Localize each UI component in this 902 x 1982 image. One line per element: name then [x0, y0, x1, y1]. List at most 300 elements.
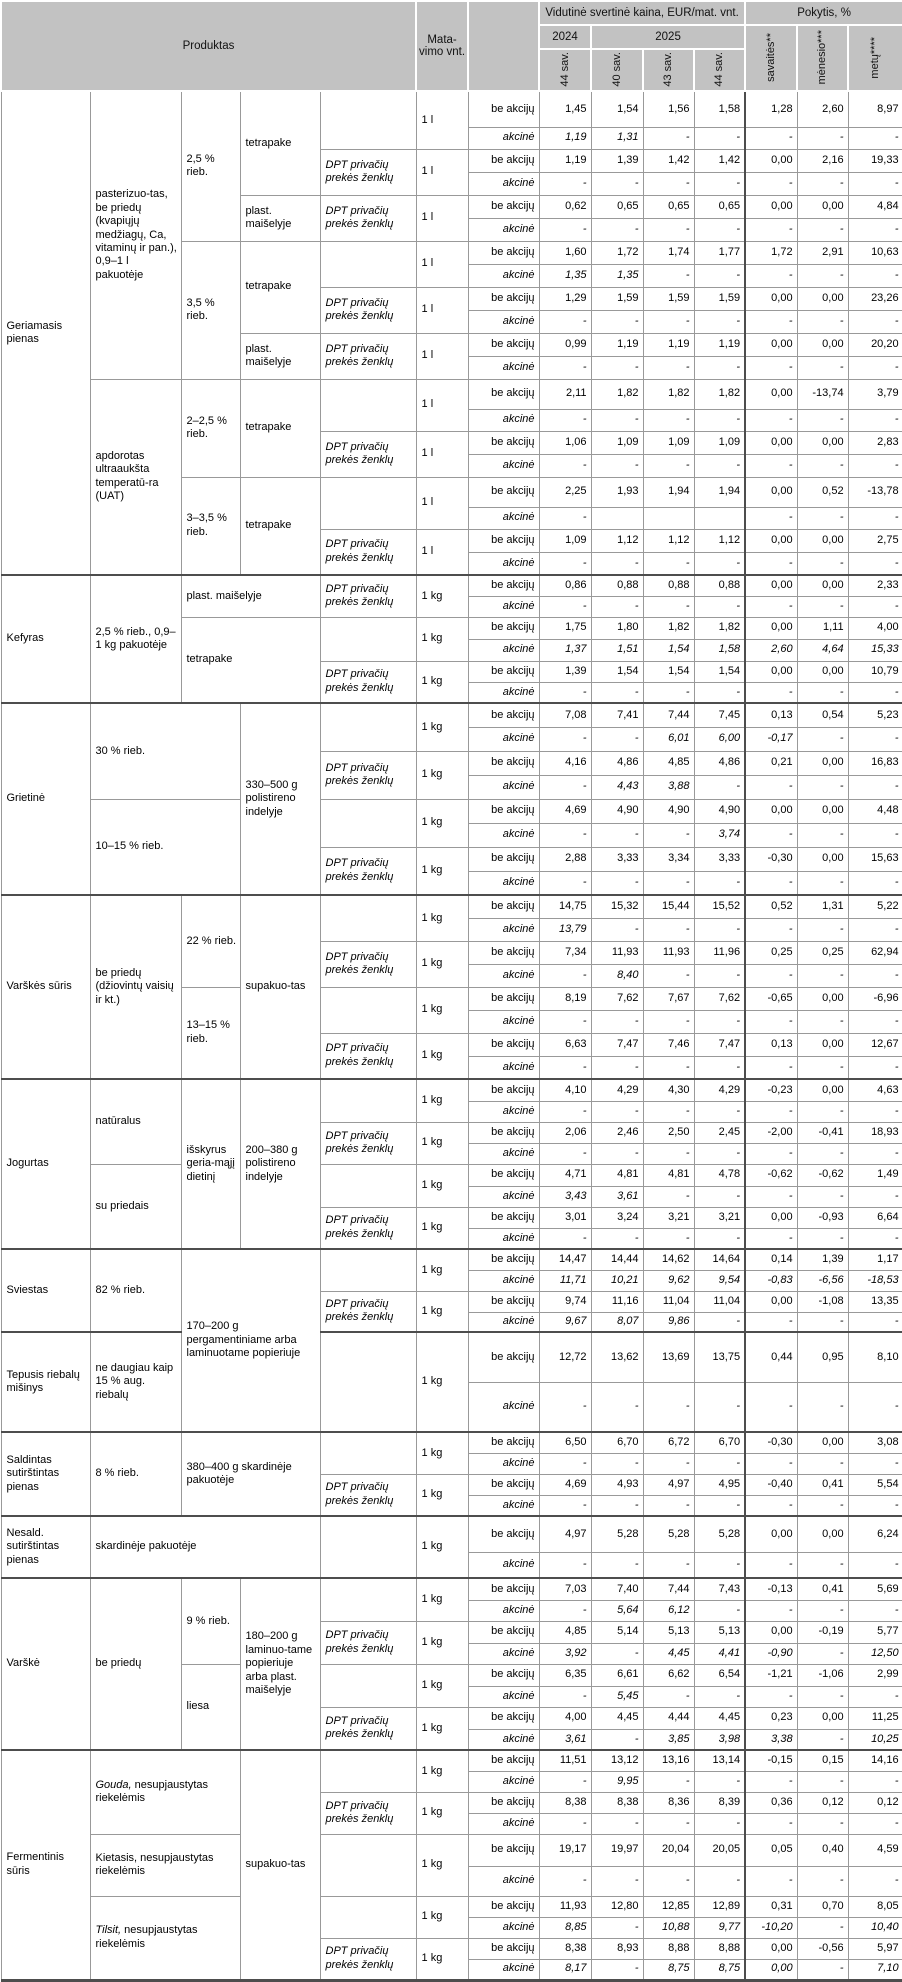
table-body: [1, 91, 902, 1980]
change-month-cell: 0,00: [797, 1516, 848, 1552]
price-type-regular-label: be akcijų: [468, 751, 539, 775]
change-week-cell: 0,00: [745, 1959, 797, 1980]
change-week-cell: -10,20: [745, 1917, 797, 1938]
price-type-promo-label: akcinė: [468, 1056, 539, 1079]
change-year-cell: -: [848, 1771, 902, 1792]
change-month-cell: -: [797, 596, 848, 617]
brand-type-cell: DPT privačių prekės ženklų: [320, 1707, 416, 1750]
change-year-cell: 2,75: [848, 529, 902, 552]
price-2025-w43-cell: 1,82: [643, 379, 694, 409]
price-2025-w40-cell: 1,31: [591, 127, 643, 149]
price-2025-w40-cell: -: [591, 218, 643, 241]
price-2025-w44-cell: 1,82: [694, 617, 745, 639]
unit-cell: 1 kg: [416, 1164, 468, 1207]
price-2024-w44-cell: -: [539, 1382, 591, 1432]
header-price-type-blank: [468, 1, 539, 91]
price-2024-w44-cell: 1,19: [539, 127, 591, 149]
price-2025-w40-cell: 7,41: [591, 703, 643, 727]
change-month-cell: -: [797, 1600, 848, 1621]
unit-cell: 1 kg: [416, 1122, 468, 1164]
description-cell: 2,5 % rieb., 0,9–1 kg pakuotėje: [90, 575, 181, 703]
header-change-week: [745, 25, 797, 91]
price-2025-w44-cell: -: [694, 1453, 745, 1474]
price-2025-w44-cell: 3,74: [694, 823, 745, 847]
price-2025-w43-cell: 1,54: [643, 639, 694, 661]
price-2025-w40-cell: 14,44: [591, 1249, 643, 1270]
price-2025-w44-cell: 12,89: [694, 1896, 745, 1917]
header-change-group: Pokytis, %: [745, 1, 902, 25]
price-2025-w43-cell: 1,12: [643, 529, 694, 552]
price-type-regular-label: be akcijų: [468, 941, 539, 964]
price-2025-w44-cell: -: [694, 356, 745, 379]
price-2025-w44-cell: -: [694, 1686, 745, 1707]
unit-cell: 1 l: [416, 241, 468, 287]
price-type-regular-label: be akcijų: [468, 529, 539, 552]
brand-type-cell: DPT privačių prekės ženklų: [320, 1122, 416, 1164]
unit-cell: 1 kg: [416, 1750, 468, 1792]
price-2024-w44-cell: 4,00: [539, 1707, 591, 1729]
description-cell: natūralus: [90, 1079, 181, 1164]
price-2025-w40-cell: -: [591, 1729, 643, 1750]
price-2024-w44-cell: 9,67: [539, 1312, 591, 1332]
price-2024-w44-cell: 1,29: [539, 287, 591, 310]
price-2025-w40-cell: 12,80: [591, 1896, 643, 1917]
change-year-cell: 12,67: [848, 1033, 902, 1056]
price-2025-w43-cell: -: [643, 1186, 694, 1207]
price-2025-w44-cell: 13,14: [694, 1750, 745, 1771]
price-2025-w40-cell: -: [591, 1228, 643, 1249]
price-2025-w40-cell: 5,45: [591, 1686, 643, 1707]
price-2025-w44-cell: -: [694, 1228, 745, 1249]
price-2025-w44-cell: 1,82: [694, 379, 745, 409]
week-label: 43 sav.: [662, 52, 675, 87]
price-type-promo-label: akcinė: [468, 1228, 539, 1249]
price-type-regular-label: be akcijų: [468, 1432, 539, 1453]
change-month-cell: 0,00: [797, 847, 848, 871]
price-2025-w44-cell: 11,04: [694, 1291, 745, 1312]
product-group-cell: Jogurtas: [1, 1079, 90, 1249]
price-2025-w40-cell: 3,61: [591, 1186, 643, 1207]
description-cell: apdorotas ultraaukšta temperatū-ra (UAT): [90, 379, 181, 575]
change-week-cell: -: [745, 596, 797, 617]
header-week-40-2025: [591, 49, 643, 91]
change-week-cell: 0,00: [745, 617, 797, 639]
change-year-cell: -: [848, 454, 902, 477]
brand-type-cell: DPT privačių prekės ženklų: [320, 1033, 416, 1079]
brand-type-cell: [320, 1079, 416, 1122]
price-2025-w43-cell: 4,97: [643, 1474, 694, 1495]
price-2025-w43-cell: 7,44: [643, 703, 694, 727]
change-year-cell: -18,53: [848, 1270, 902, 1291]
change-week-cell: 0,44: [745, 1332, 797, 1382]
change-month-cell: 0,12: [797, 1792, 848, 1813]
data-row-regular-price: [1, 1834, 902, 1866]
change-year-cell: 0,12: [848, 1792, 902, 1813]
price-2024-w44-cell: 4,69: [539, 799, 591, 823]
description-cell: skardinėje pakuotėje: [90, 1516, 320, 1578]
price-2025-w43-cell: 4,90: [643, 799, 694, 823]
packaging-cell: tetrapake: [240, 379, 320, 477]
price-type-regular-label: be akcijų: [468, 1207, 539, 1228]
change-month-cell: -: [797, 218, 848, 241]
change-week-cell: 0,13: [745, 703, 797, 727]
price-2025-w40-cell: -: [591, 871, 643, 895]
price-2024-w44-cell: 2,88: [539, 847, 591, 871]
price-2025-w44-cell: 0,88: [694, 575, 745, 596]
price-2024-w44-cell: 0,99: [539, 333, 591, 356]
price-2024-w44-cell: 0,62: [539, 195, 591, 218]
change-month-cell: 0,00: [797, 751, 848, 775]
price-2025-w40-cell: 15,32: [591, 895, 643, 918]
week-label: 40 sav.: [610, 52, 623, 87]
price-2024-w44-cell: 12,72: [539, 1332, 591, 1382]
price-type-regular-label: be akcijų: [468, 1079, 539, 1101]
price-2025-w43-cell: 20,04: [643, 1834, 694, 1866]
price-2025-w44-cell: 14,64: [694, 1249, 745, 1270]
price-2024-w44-cell: 4,10: [539, 1079, 591, 1101]
unit-cell: 1 kg: [416, 1896, 468, 1938]
price-type-regular-label: be akcijų: [468, 1164, 539, 1186]
change-week-cell: 0,23: [745, 1707, 797, 1729]
data-row-regular-price: [1, 1332, 902, 1382]
price-2024-w44-cell: 1,35: [539, 264, 591, 287]
change-year-cell: -: [848, 409, 902, 431]
price-2025-w44-cell: 4,78: [694, 1164, 745, 1186]
price-2025-w44-cell: 15,52: [694, 895, 745, 918]
price-2024-w44-cell: -: [539, 775, 591, 799]
description-cell: Tilsit, nesupjaustytas riekelėmis: [90, 1896, 240, 1980]
unit-cell: 1 kg: [416, 1033, 468, 1079]
change-month-cell: -: [797, 1056, 848, 1079]
change-year-cell: 7,10: [848, 1959, 902, 1980]
price-type-regular-label: be akcijų: [468, 1033, 539, 1056]
fat-content-cell: plast. maišelyje: [181, 575, 320, 617]
price-2024-w44-cell: 1,45: [539, 91, 591, 127]
change-week-cell: 1,28: [745, 91, 797, 127]
change-week-cell: -: [745, 964, 797, 987]
change-month-cell: -: [797, 964, 848, 987]
price-2025-w40-cell: 0,88: [591, 575, 643, 596]
price-2025-w43-cell: -: [643, 356, 694, 379]
change-week-cell: 0,00: [745, 333, 797, 356]
price-2025-w40-cell: 5,14: [591, 1621, 643, 1643]
price-type-promo-label: akcinė: [468, 1917, 539, 1938]
price-2024-w44-cell: -: [539, 1453, 591, 1474]
price-type-promo-label: akcinė: [468, 1959, 539, 1980]
change-month-cell: -: [797, 356, 848, 379]
change-year-cell: -: [848, 218, 902, 241]
change-week-cell: -1,21: [745, 1664, 797, 1686]
price-2025-w44-cell: -: [694, 1866, 745, 1896]
description-cell: 30 % rieb.: [90, 703, 240, 799]
fat-content-cell: 2,5 % rieb.: [181, 91, 240, 241]
price-2025-w44-cell: 5,13: [694, 1621, 745, 1643]
price-2024-w44-cell: 3,61: [539, 1729, 591, 1750]
unit-cell: 1 kg: [416, 847, 468, 895]
price-2024-w44-cell: 8,38: [539, 1938, 591, 1959]
brand-type-cell: DPT privačių prekės ženklų: [320, 195, 416, 241]
change-year-cell: 1,49: [848, 1164, 902, 1186]
price-2025-w43-cell: -: [643, 871, 694, 895]
price-2024-w44-cell: 11,51: [539, 1750, 591, 1771]
change-week-cell: 0,25: [745, 941, 797, 964]
change-week-cell: -0,62: [745, 1164, 797, 1186]
price-2025-w43-cell: -: [643, 1495, 694, 1516]
price-2025-w44-cell: -: [694, 1552, 745, 1578]
price-2025-w40-cell: 13,12: [591, 1750, 643, 1771]
price-type-regular-label: be akcijų: [468, 987, 539, 1010]
price-2024-w44-cell: -: [539, 218, 591, 241]
change-year-label: metų****: [869, 36, 882, 79]
price-2025-w40-cell: -: [591, 1959, 643, 1980]
price-2025-w40-cell: 1,19: [591, 333, 643, 356]
packaging-cell: supakuo-tas: [240, 1750, 320, 1980]
price-type-promo-label: akcinė: [468, 218, 539, 241]
change-month-cell: 0,25: [797, 941, 848, 964]
table-header: [1, 1, 902, 91]
fat-content-cell: 380–400 g skardinėje pakuotėje: [181, 1432, 320, 1516]
price-type-promo-label: akcinė: [468, 127, 539, 149]
product-group-cell: Nesald. sutirštintas pienas: [1, 1516, 90, 1578]
price-2025-w44-cell: 1,42: [694, 149, 745, 172]
price-2024-w44-cell: -: [539, 1866, 591, 1896]
change-week-cell: -: [745, 1552, 797, 1578]
price-type-promo-label: akcinė: [468, 507, 539, 529]
data-row-regular-price: [1, 1896, 902, 1917]
price-2025-w44-cell: 7,43: [694, 1578, 745, 1600]
price-2024-w44-cell: 6,63: [539, 1033, 591, 1056]
change-week-cell: -: [745, 127, 797, 149]
price-type-promo-label: akcinė: [468, 552, 539, 575]
price-2024-w44-cell: 1,75: [539, 617, 591, 639]
brand-type-cell: DPT privačių prekės ženklų: [320, 1474, 416, 1516]
brand-type-cell: [320, 617, 416, 661]
change-year-cell: 8,97: [848, 91, 902, 127]
packaging-cell: 330–500 g polistireno indelyje: [240, 703, 320, 895]
price-2025-w43-cell: -: [643, 310, 694, 333]
change-year-cell: 14,16: [848, 1750, 902, 1771]
price-2025-w43-cell: -: [643, 1771, 694, 1792]
price-2025-w40-cell: -: [591, 172, 643, 195]
data-row-regular-price: [1, 575, 902, 596]
product-group-cell: Tepusis riebalų mišinys: [1, 1332, 90, 1432]
change-year-cell: -: [848, 507, 902, 529]
data-row-regular-price: [1, 895, 902, 918]
price-type-promo-label: akcinė: [468, 1495, 539, 1516]
price-2025-w44-cell: -: [694, 127, 745, 149]
price-2025-w43-cell: 1,19: [643, 333, 694, 356]
price-2025-w44-cell: 1,12: [694, 529, 745, 552]
product-group-cell: Grietinė: [1, 703, 90, 895]
change-year-cell: -: [848, 264, 902, 287]
change-year-cell: 5,22: [848, 895, 902, 918]
price-2024-w44-cell: 1,37: [539, 639, 591, 661]
change-month-cell: 0,00: [797, 529, 848, 552]
price-2025-w44-cell: 13,75: [694, 1332, 745, 1382]
price-2024-w44-cell: -: [539, 964, 591, 987]
brand-type-cell: [320, 379, 416, 431]
price-2025-w43-cell: 10,88: [643, 1917, 694, 1938]
change-week-cell: -: [745, 1056, 797, 1079]
price-type-regular-label: be akcijų: [468, 1896, 539, 1917]
change-year-cell: -: [848, 1056, 902, 1079]
price-2024-w44-cell: 8,19: [539, 987, 591, 1010]
price-2024-w44-cell: -: [539, 727, 591, 751]
price-2025-w44-cell: 4,29: [694, 1079, 745, 1101]
change-month-cell: -: [797, 1643, 848, 1664]
change-month-cell: -: [797, 1312, 848, 1332]
change-week-cell: -2,00: [745, 1122, 797, 1143]
price-2024-w44-cell: 6,50: [539, 1432, 591, 1453]
price-2025-w43-cell: 3,21: [643, 1207, 694, 1228]
price-2025-w40-cell: 4,45: [591, 1707, 643, 1729]
change-month-cell: -: [797, 1866, 848, 1896]
price-type-regular-label: be akcijų: [468, 195, 539, 218]
price-2025-w40-cell: 1,35: [591, 264, 643, 287]
description-cell: Gouda, nesupjaustytas riekelėmis: [90, 1750, 240, 1834]
price-2025-w44-cell: 4,41: [694, 1643, 745, 1664]
price-2025-w40-cell: -: [591, 454, 643, 477]
change-year-cell: 15,63: [848, 847, 902, 871]
price-2025-w44-cell: -: [694, 310, 745, 333]
price-2025-w43-cell: 3,88: [643, 775, 694, 799]
price-2025-w40-cell: 7,40: [591, 1578, 643, 1600]
change-month-cell: -: [797, 264, 848, 287]
change-year-cell: 5,54: [848, 1474, 902, 1495]
change-month-cell: 1,31: [797, 895, 848, 918]
change-month-cell: -: [797, 127, 848, 149]
unit-cell: 1 kg: [416, 799, 468, 847]
change-month-cell: 0,00: [797, 1432, 848, 1453]
product-group-cell: Sviestas: [1, 1249, 90, 1332]
price-type-regular-label: be akcijų: [468, 241, 539, 264]
brand-type-cell: [320, 1578, 416, 1621]
header-change-year: [848, 25, 902, 91]
price-2025-w43-cell: 6,62: [643, 1664, 694, 1686]
price-type-promo-label: akcinė: [468, 1382, 539, 1432]
price-2025-w43-cell: 8,36: [643, 1792, 694, 1813]
change-week-cell: 0,00: [745, 477, 797, 507]
price-2025-w43-cell: 8,88: [643, 1938, 694, 1959]
data-row-regular-price: [1, 1432, 902, 1453]
change-week-cell: -0,40: [745, 1474, 797, 1495]
change-week-cell: -: [745, 1010, 797, 1033]
price-2025-w43-cell: -: [643, 1866, 694, 1896]
change-month-cell: 0,00: [797, 431, 848, 454]
price-2025-w43-cell: 1,82: [643, 617, 694, 639]
price-2025-w40-cell: 1,54: [591, 661, 643, 682]
change-week-cell: 0,00: [745, 799, 797, 823]
price-2024-w44-cell: 4,71: [539, 1164, 591, 1186]
price-type-promo-label: akcinė: [468, 727, 539, 751]
price-2025-w40-cell: 3,24: [591, 1207, 643, 1228]
price-type-promo-label: akcinė: [468, 1143, 539, 1164]
change-week-cell: -: [745, 1866, 797, 1896]
change-year-cell: 6,64: [848, 1207, 902, 1228]
cheese-variety-name: Tilsit,: [95, 1924, 122, 1937]
price-2025-w40-cell: -: [591, 552, 643, 575]
price-type-promo-label: akcinė: [468, 1101, 539, 1122]
change-year-cell: 12,50: [848, 1643, 902, 1664]
brand-type-cell: DPT privačių prekės ženklų: [320, 287, 416, 333]
price-2025-w44-cell: -: [694, 218, 745, 241]
change-month-cell: -0,62: [797, 1164, 848, 1186]
change-year-cell: 5,69: [848, 1578, 902, 1600]
price-2025-w43-cell: 3,85: [643, 1729, 694, 1750]
change-year-cell: 6,24: [848, 1516, 902, 1552]
price-2024-w44-cell: -: [539, 1600, 591, 1621]
brand-type-cell: DPT privačių prekės ženklų: [320, 529, 416, 575]
price-type-regular-label: be akcijų: [468, 1707, 539, 1729]
product-group-cell: Fermentinis sūris: [1, 1750, 90, 1980]
change-week-cell: 1,72: [745, 241, 797, 264]
brand-type-cell: [320, 1164, 416, 1207]
cheese-variety-name: Gouda,: [95, 1778, 132, 1791]
change-year-cell: -: [848, 1312, 902, 1332]
change-month-cell: 0,00: [797, 987, 848, 1010]
change-month-cell: -: [797, 1813, 848, 1834]
price-2025-w40-cell: 13,62: [591, 1332, 643, 1382]
change-month-cell: 0,52: [797, 477, 848, 507]
change-month-cell: 1,39: [797, 1249, 848, 1270]
change-week-cell: -: [745, 310, 797, 333]
price-2025-w44-cell: -: [694, 264, 745, 287]
change-month-cell: -: [797, 552, 848, 575]
price-2025-w43-cell: -: [643, 172, 694, 195]
price-2025-w43-cell: 5,13: [643, 1621, 694, 1643]
change-year-cell: 23,26: [848, 287, 902, 310]
price-2025-w40-cell: 7,47: [591, 1033, 643, 1056]
unit-cell: 1 kg: [416, 1516, 468, 1578]
price-type-promo-label: akcinė: [468, 775, 539, 799]
header-year-2025: 2025: [591, 25, 745, 49]
price-2025-w43-cell: -: [643, 1101, 694, 1122]
unit-cell: 1 kg: [416, 1291, 468, 1332]
price-2024-w44-cell: 3,01: [539, 1207, 591, 1228]
change-year-cell: 10,25: [848, 1729, 902, 1750]
header-year-2024: 2024: [539, 25, 591, 49]
week-label: 44 sav.: [713, 52, 726, 87]
fat-content-cell: 3–3,5 % rieb.: [181, 477, 240, 575]
price-2025-w40-cell: -: [591, 596, 643, 617]
price-2025-w40-cell: 1,54: [591, 91, 643, 127]
price-type-promo-label: akcinė: [468, 1729, 539, 1750]
change-week-label: savaitės**: [764, 33, 777, 82]
price-2025-w40-cell: 7,62: [591, 987, 643, 1010]
change-month-cell: -: [797, 310, 848, 333]
unit-cell: 1 kg: [416, 1938, 468, 1980]
change-month-cell: -: [797, 172, 848, 195]
price-type-regular-label: be akcijų: [468, 91, 539, 127]
price-type-promo-label: akcinė: [468, 1552, 539, 1578]
brand-type-cell: DPT privačių prekės ženklų: [320, 333, 416, 379]
fat-content-cell: 3,5 % rieb.: [181, 241, 240, 379]
price-2024-w44-cell: 8,38: [539, 1792, 591, 1813]
price-2025-w44-cell: -: [694, 1600, 745, 1621]
price-2025-w43-cell: 11,93: [643, 941, 694, 964]
price-2024-w44-cell: 4,85: [539, 1621, 591, 1643]
price-type-promo-label: akcinė: [468, 682, 539, 703]
description-cell: pasterizuo-tas, be priedų (kvapiųjų medžiagų, Ca, vitaminų ir pan.), 0,9–1 l pakuotėje: [90, 91, 181, 379]
change-year-cell: 11,25: [848, 1707, 902, 1729]
unit-cell: 1 l: [416, 149, 468, 195]
price-2025-w40-cell: 1,72: [591, 241, 643, 264]
price-2025-w40-cell: 9,95: [591, 1771, 643, 1792]
price-2025-w40-cell: 11,93: [591, 941, 643, 964]
unit-cell: 1 l: [416, 195, 468, 241]
price-2025-w43-cell: 4,85: [643, 751, 694, 775]
change-month-cell: 0,00: [797, 661, 848, 682]
